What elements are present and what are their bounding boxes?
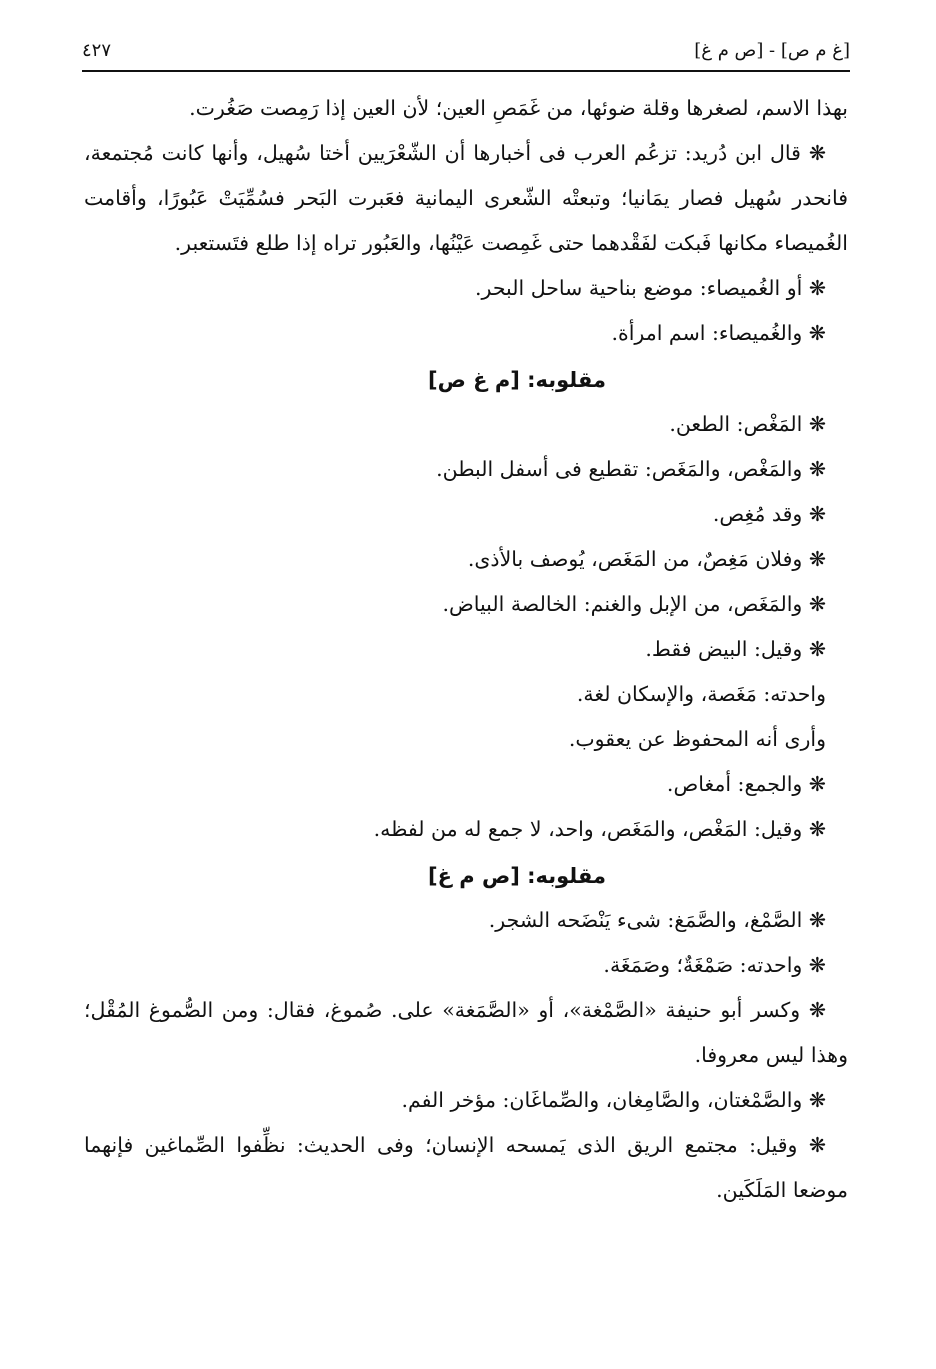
entry-line: ❋ وقيل: مجتمع الريق الذى يَمسحه الإنسان؛ وفى الحديث: نظِّفوا الصِّماغين فإنهما موضعا المَلَكَين. bbox=[84, 1133, 848, 1202]
paragraph: بهذا الاسم، لصغرها وقلة ضوئها، من غَمَصِ العين؛ لأن العين إذا رَمِصت صَغُرت. bbox=[189, 96, 848, 120]
entry-line: ❋ والصَّمْغتان، والصَّامِغان، والصِّماغَان: مؤخر الفم. bbox=[401, 1088, 826, 1112]
page-number: ٤٢٧ bbox=[82, 40, 112, 61]
paragraph: ❋ قال ابن دُريد: تزعُم العرب فى أخبارها أن الشّعْرَيين أختا سُهيل، وأنها كانت مُجتمعة، فانحدر سُهيل فصار يمَانيا؛ وتبعتْه الشّعرى اليمانية فعَبرت البَحر فسُمِّيَتْ عَبُورًا، وأقامت الغُميصاء مكانها فَبكت لفَقْدهما حتى غَمِصت عَيْنُها، والعَبُور تراه إذا طلع فتَستعبر. bbox=[84, 141, 848, 255]
entry-line: واحدته: مَغَصة، والإسكان لغة. bbox=[576, 682, 826, 706]
entry-line: ❋ والجمع: أمغاص. bbox=[666, 772, 826, 796]
header-rule bbox=[82, 70, 850, 72]
section-heading: مقلوبه: [م غ ص] bbox=[428, 368, 606, 392]
entry-line: وأرى أنه المحفوظ عن يعقوب. bbox=[568, 727, 826, 751]
entry-line: ❋ الصَّمْغ، والصَّمَغ: شىء يَنْضَحه الشجر. bbox=[488, 908, 826, 932]
section-heading: مقلوبه: [ص م غ] bbox=[428, 864, 606, 888]
entry-line: ❋ وقيل: المَغْص، والمَغَص، واحد، لا جمع له من لفظه. bbox=[373, 817, 826, 841]
entry-line: ❋ والمَغَص، من الإبل والغنم: الخالصة البياض. bbox=[442, 592, 826, 616]
entry-line: ❋ وفلان مَغِصٌ، من المَغَص، يُوصف بالأذى. bbox=[467, 547, 826, 571]
entry-line: ❋ وقد مُغِص. bbox=[712, 502, 826, 526]
entry-line: ❋ وقيل: البيض فقط. bbox=[645, 637, 826, 661]
entry-line: ❋ وكسر أبو حنيفة «الصَّمْغة»، أو «الصَّمَغة» على. صُموغ، فقال: ومن الصُّموغ المُقْل؛ وهذا ليس معروفا. bbox=[84, 998, 848, 1067]
entry-line: ❋ والمَغْص، والمَغَص: تقطيع فى أسفل البطن. bbox=[436, 457, 826, 481]
entry-line: ❋ المَغْص: الطعن. bbox=[669, 412, 826, 436]
paragraph: ❋ والغُميصاء: اسم امرأة. bbox=[611, 321, 826, 345]
header-title: [غ م ص] - [ص م غ] bbox=[694, 40, 850, 61]
entry-line: ❋ واحدته: صَمْغَةٌ؛ وصَمَغَة. bbox=[603, 953, 826, 977]
paragraph: ❋ أو الغُميصاء: موضع بناحية ساحل البحر. bbox=[475, 276, 826, 300]
page-body bbox=[84, 86, 848, 1213]
running-header bbox=[82, 36, 850, 70]
